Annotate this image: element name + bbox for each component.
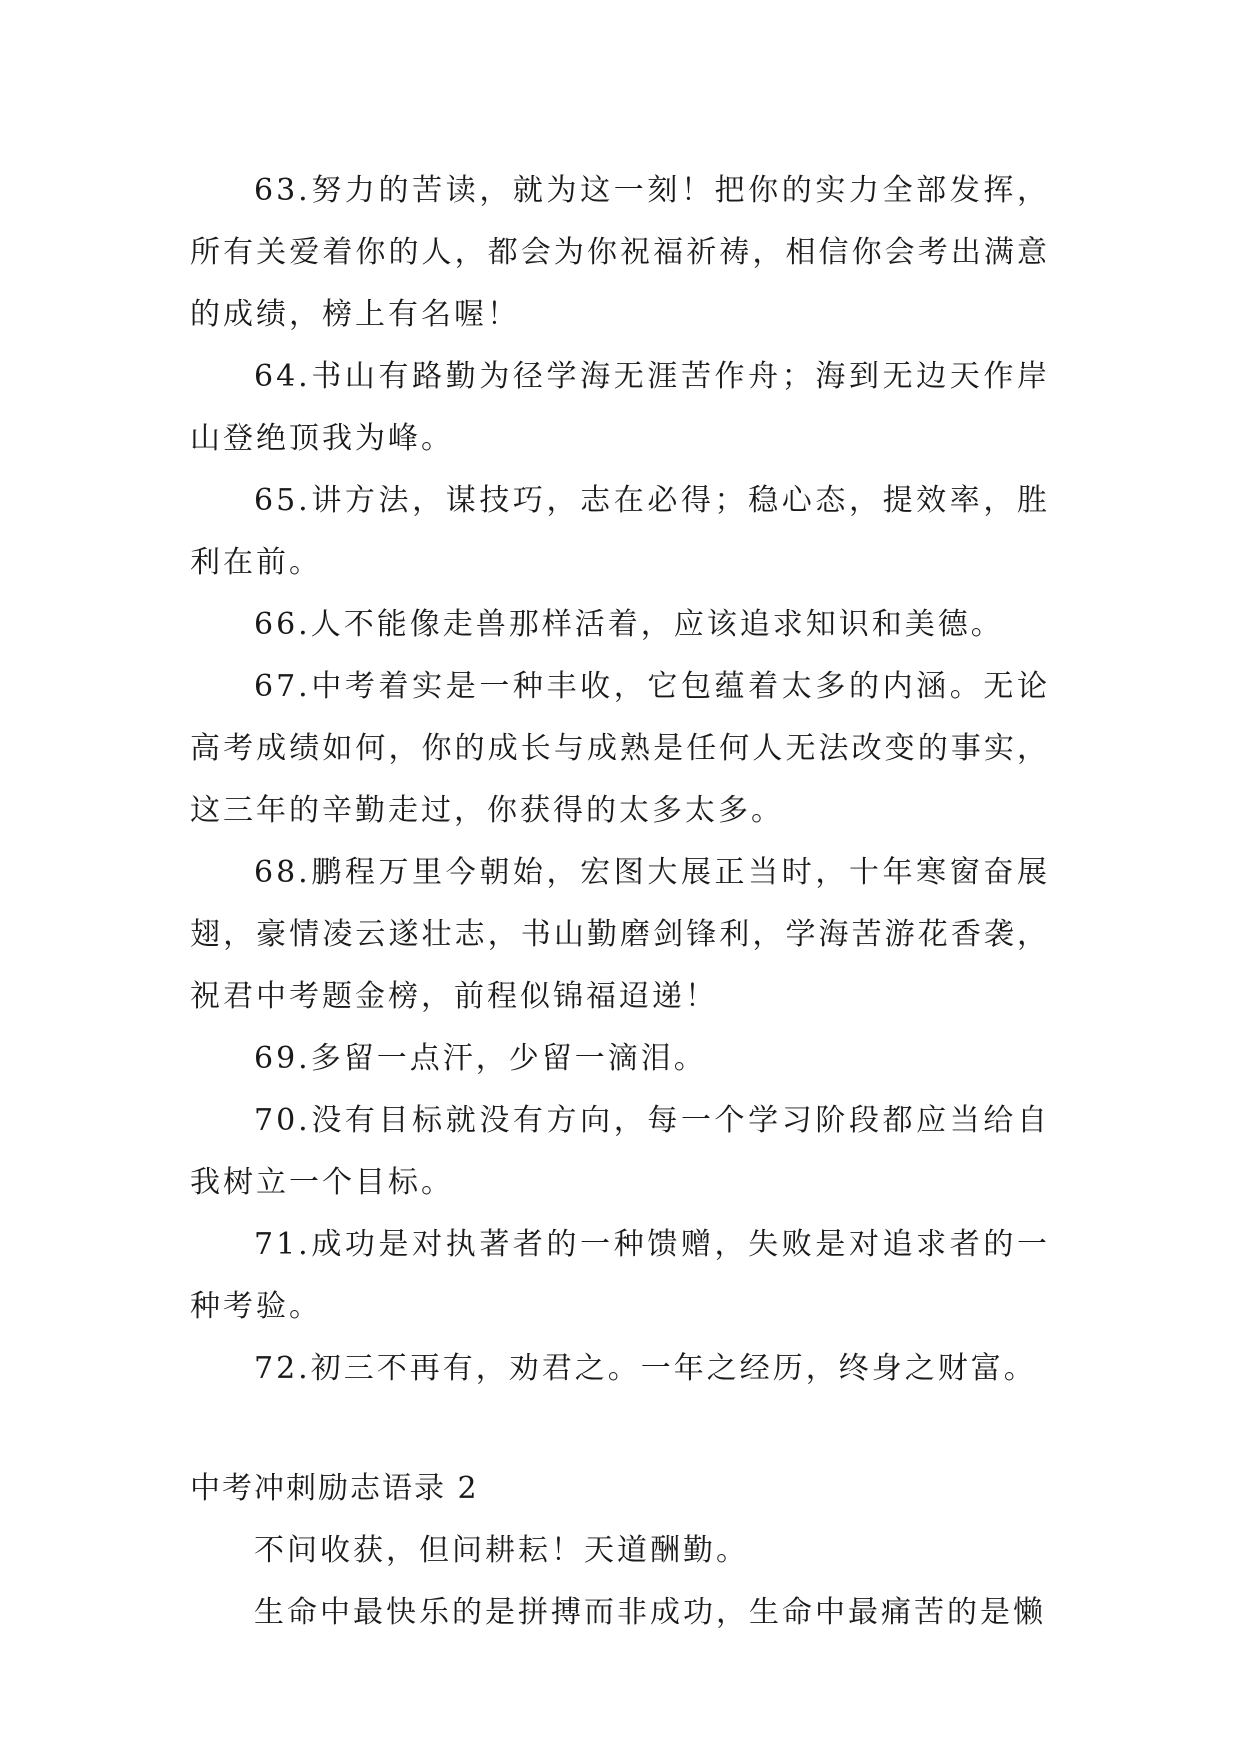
quote-paragraph-65: 65.讲方法，谋技巧，志在必得；稳心态，提效率，胜利在前。	[190, 483, 1050, 580]
quote-paragraph-72: 72.初三不再有，劝君之。一年之经历，终身之财富。	[254, 1351, 1037, 1386]
quote-paragraph-64: 64.书山有路勤为径学海无涯苦作舟；海到无边天作岸山登绝顶我为峰。	[190, 359, 1050, 456]
quote-paragraph-69: 69.多留一点汗，少留一滴泪。	[254, 1041, 707, 1076]
section-heading: 中考冲刺励志语录 2	[190, 1471, 479, 1506]
quote-paragraph: 不问收获，但问耕耘！天道酬勤。	[254, 1533, 749, 1568]
quote-paragraph-66: 66.人不能像走兽那样活着，应该追求知识和美德。	[254, 607, 1004, 642]
quote-paragraph-70: 70.没有目标就没有方向，每一个学习阶段都应当给自我树立一个目标。	[190, 1103, 1050, 1200]
quote-paragraph-68: 68.鹏程万里今朝始，宏图大展正当时，十年寒窗奋展翅，豪情凌云遂壮志，书山勤磨剑锋利，学海苦游花香袭，祝君中考题金榜，前程似锦福迢递！	[190, 855, 1050, 1014]
quote-paragraph-71: 71.成功是对执著者的一种馈赠，失败是对追求者的一种考验。	[190, 1227, 1050, 1324]
quote-paragraph: 生命中最快乐的是拼搏而非成功，生命中最痛苦的是懒	[254, 1595, 1046, 1630]
quote-paragraph-67: 67.中考着实是一种丰收，它包蕴着太多的内涵。无论高考成绩如何，你的成长与成熟是任何人无法改变的事实，这三年的辛勤走过，你获得的太多太多。	[190, 669, 1050, 828]
document-body	[190, 160, 1050, 1644]
quote-paragraph-63: 63.努力的苦读，就为这一刻！把你的实力全部发挥，所有关爱着你的人，都会为你祝福祈祷，相信你会考出满意的成绩，榜上有名喔！	[190, 173, 1050, 332]
